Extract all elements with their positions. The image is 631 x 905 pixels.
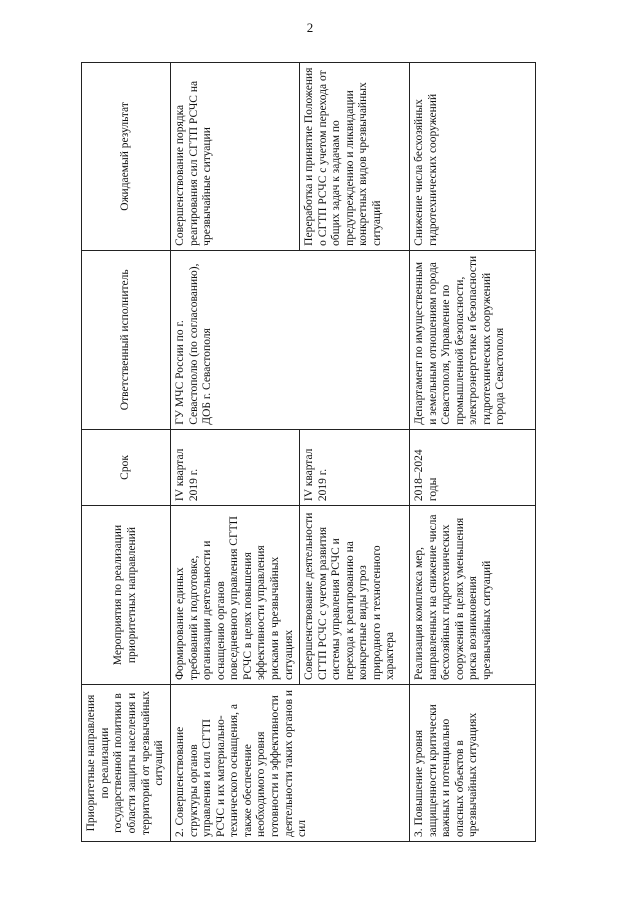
term-cell: IV квартал 2019 г.: [300, 429, 410, 505]
header-term: Срок: [82, 429, 171, 505]
measures-table: [81, 62, 536, 842]
term-cell: IV квартал 2019 г.: [171, 429, 300, 505]
measure-cell: Совершенствование деятельности СГТП РСЧС с учетом развития системы управления РСЧС и перехода к реагированию на конкретные виды угроз природного и техногенного характера: [300, 506, 410, 685]
measures-table-rotated: [81, 62, 526, 842]
measure-cell: Реализация комплекса мер, направленных на снижение числа бесхозяйных гидротехнических сооружений в целях уменьшения риска возникновения чрезвычайных ситуаций: [410, 506, 536, 685]
table-header-row: [82, 63, 171, 842]
header-executor: Ответственный исполнитель: [82, 250, 171, 429]
result-cell: Переработка и принятие Положения о СГТП РСЧС с учетом перехода от общих задач к задачам по предупреждению и ликвидации конкретных видов чрезвычайных ситуаций: [300, 63, 410, 251]
table-row: [410, 63, 536, 842]
table-row: [171, 63, 300, 842]
page-number: 2: [306, 20, 314, 35]
header-result: Ожидаемый результат: [82, 63, 171, 251]
header-measures: Мероприятия по реализации приоритетных направлений: [82, 506, 171, 685]
direction-cell: 3. Повышение уровня защищенности критически важных и потенциально опасных объектов в чрезвычайных ситуациях: [410, 685, 536, 842]
result-cell: Совершенствование порядка реагирования сил СГТП РСЧС на чрезвычайные ситуации: [171, 63, 300, 251]
term-cell: 2018–2024 годы: [410, 429, 536, 505]
result-cell: Снижение числа бесхозяйных гидротехнических сооружений: [410, 63, 536, 251]
direction-cell: 2. Совершенствование структуры органов управления и сил СГТП РСЧС и их материально-технического оснащения, а также обеспечение необходимого уровня готовности и эффективности деятельности таких органов и сил: [171, 685, 410, 842]
header-directions: Приоритетные направления по реализации государственной политики в области защиты населения и территорий от чрезвычайных ситуаций: [82, 685, 171, 842]
executor-cell: Департамент по имущественным и земельным отношениям города Севастополя, Управление по промышленной безопасности, электроэнергетике и безопасности гидротехнических сооружений города Севастополя: [410, 250, 536, 429]
measure-cell: Формирование единых требований к подготовке, организации деятельности и оснащению органов повседневного управления СГТП РСЧС в целях повышения эффективности управления рисками в чрезвычайных ситуациях: [171, 506, 300, 685]
executor-cell: ГУ МЧС России по г. Севастополю (по согласованию), ДОБ г. Севастополя: [171, 250, 410, 429]
